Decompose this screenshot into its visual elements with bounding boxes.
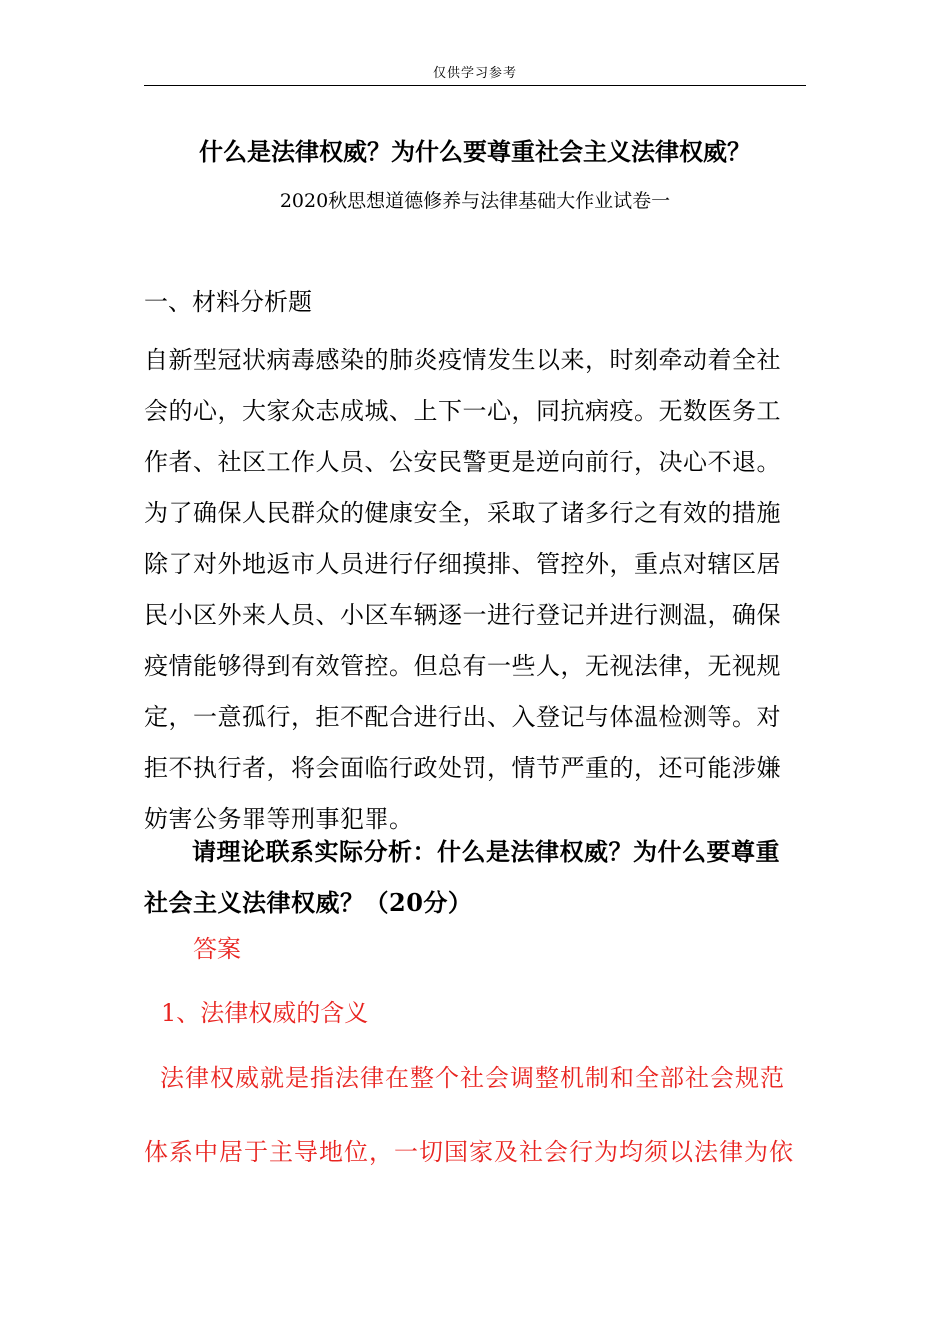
material-paragraph bbox=[144, 335, 810, 845]
question-paragraph bbox=[144, 826, 810, 928]
material-line: 妨害公务罪等刑事犯罪。 bbox=[144, 805, 414, 833]
material-line: 除了对外地返市人员进行仔细摸排、管控外，重点对辖区居 bbox=[144, 550, 781, 578]
answer-subheading: 1、法律权威的含义 bbox=[161, 999, 369, 1027]
material-line: 疫情能够得到有效管控。但总有一些人，无视法律，无视规 bbox=[144, 652, 781, 680]
material-line: 为了确保人民群众的健康安全，采取了诸多行之有效的措施 bbox=[144, 499, 781, 527]
material-line: 会的心，大家众志成城、上下一心，同抗病疫。无数医务工 bbox=[144, 397, 781, 425]
question-line: 请理论联系实际分析：什么是法律权威？为什么要尊重 bbox=[192, 837, 780, 866]
document-title: 什么是法律权威？为什么要尊重社会主义法律权威？ bbox=[199, 137, 751, 166]
question-line: 社会主义法律权威？（20分） bbox=[144, 888, 473, 917]
material-line: 作者、社区工作人员、公安民警更是逆向前行，决心不退。 bbox=[144, 448, 781, 476]
header-text: 仅供学习参考 bbox=[432, 66, 517, 81]
material-line: 民小区外来人员、小区车辆逐一进行登记并进行测温，确保 bbox=[144, 601, 781, 629]
material-line: 定，一意孤行，拒不配合进行出、入登记与体温检测等。对 bbox=[144, 703, 781, 731]
answer-label: 答案 bbox=[193, 935, 241, 963]
document-subtitle: 2020秋思想道德修养与法律基础大作业试卷一 bbox=[279, 190, 671, 212]
section-heading: 一、材料分析题 bbox=[144, 288, 312, 316]
material-line: 拒不执行者，将会面临行政处罚，情节严重的，还可能涉嫌 bbox=[144, 754, 781, 782]
material-line: 自新型冠状病毒感染的肺炎疫情发生以来，时刻牵动着全社 bbox=[144, 346, 781, 374]
answer-line: 法律权威就是指法律在整个社会调整机制和全部社会规范 bbox=[160, 1064, 785, 1092]
header-rule bbox=[144, 85, 806, 86]
answer-line: 体系中居于主导地位，一切国家及社会行为均须以法律为依 bbox=[144, 1138, 794, 1166]
